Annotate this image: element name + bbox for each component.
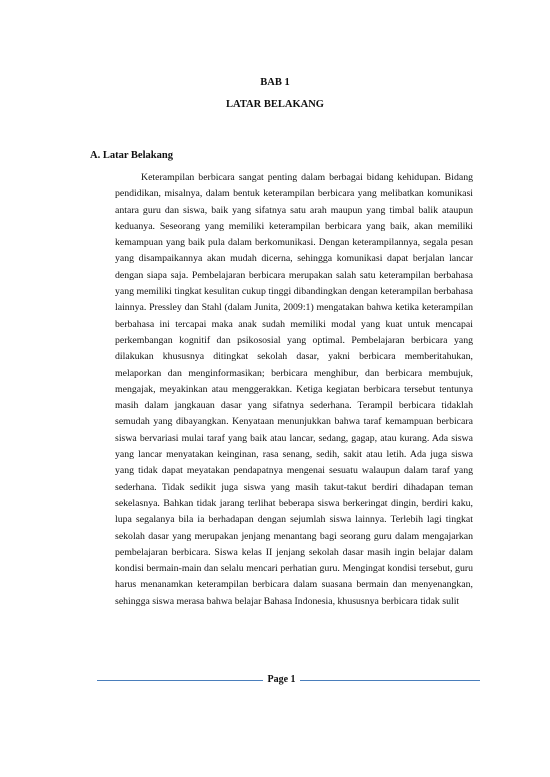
chapter-number: BAB 1 [260,77,290,88]
section-heading: A. Latar Belakang [90,150,173,161]
footer-rule-left [97,680,263,681]
body-paragraph: Keterampilan berbicara sangat penting dalam berbagai bidang kehidupan. Bidang pendidikan, misalnya, dalam bentuk keterampilan berbicara yang melibatkan komunikasi antara guru dan siswa, baik yang sifatnya satu arah maupun yang timbal balik ataupun keduanya. Seseorang yang memiliki keterampilan berbicara yang baik, akan memiliki kemampuan yang baik pula dalam berkomunikasi. Dengan keterampilannya, segala pesan yang disampaikannya akan mudah dicerna, sehingga komunikasi dapat berjalan lancar dengan siapa saja. Pembelajaran berbicara merupakan salah satu keterampilan berbahasa yang memiliki tingkat kesulitan cukup tinggi dibandingkan dengan keterampilan berbahasa lainnya. Pressley dan Stahl (dalam Junita, 2009:1) mengatakan bahwa ketika keterampilan berbahasa ini tercapai maka anak sudah memiliki modal yang kuat untuk mencapai perkembangan kognitif dan psikososial yang optimal. Pembelajaran berbicara yang dilakukan khususnya ditingkat sekolah dasar, yakni berbicara memberitahukan, melaporkan dan menginformasikan; berbicara menghibur, dan berbicara membujuk, mengajak, meyakinkan atau menggerakkan. Ketiga kegiatan berbicara tersebut tentunya masih dalam jangkauan dasar yang sifatnya sederhana. Terampil berbicara tidaklah semudah yang dibayangkan. Kenyataan menunjukkan bahwa taraf kemampuan berbicara siswa bervariasi mulai taraf yang baik atau lancar, sedang, gagap, atau kurang. Ada siswa yang lancar menyatakan keinginan, rasa senang, sedih, sakit atau letih. Ada juga siswa yang tidak dapat meyatakan pendapatnya mengenai sesuatu walaupun dalam taraf yang sederhana. Tidak sedikit juga siswa yang masih takut-takut berdiri dihadapan teman sekelasnya. Bahkan tidak jarang terlihat beberapa siswa berkeringat dingin, berdiri kaku, lupa segalanya bila ia berhadapan dengan sejumlah siswa lainnya. Terlebih lagi tingkat sekolah dasar yang merupakan jenjang menantang bagi seorang guru dalam mengajarkan pembelajaran berbicara. Siswa kelas II jenjang sekolah dasar masih ingin belajar dalam kondisi bermain-main dan selalu mencari perhatian guru. Mengingat kondisi tersebut, guru harus menanamkan keterampilan berbicara dalam suasana bermain dan menyenangkan, sehingga siswa merasa bahwa belajar Bahasa Indonesia, khususnya berbicara tidak sulit [115,172,473,607]
page-number: Page 1 [267,674,296,685]
footer-rule-right [300,680,480,681]
chapter-title: LATAR BELAKANG [226,99,324,110]
